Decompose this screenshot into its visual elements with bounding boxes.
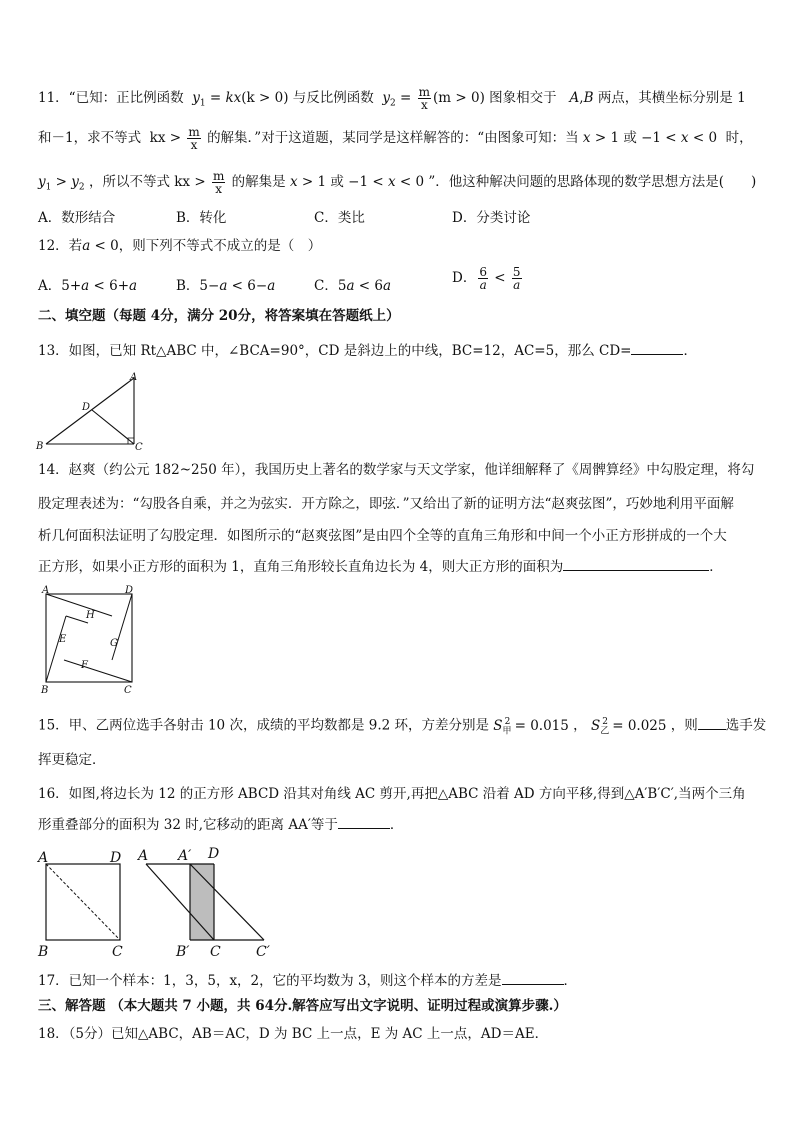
q14-line-1: 14．赵爽（约公元 182~250 年），我国历史上著名的数学家与天文学家，他详细解释了《周髀算经》中勾股定理，将勾 bbox=[38, 462, 755, 478]
label-a: A bbox=[138, 848, 149, 864]
q11-line-2 bbox=[38, 126, 763, 151]
label-f: F bbox=[81, 660, 88, 671]
label-a-prime: A′ bbox=[178, 848, 192, 864]
q11-line-3 bbox=[38, 170, 763, 198]
answer-blank[interactable] bbox=[338, 814, 390, 829]
q12-option-d[interactable] bbox=[452, 266, 524, 291]
label-a: A bbox=[42, 585, 50, 596]
label-a: A bbox=[130, 372, 138, 383]
zhao-shuang-chord-diagram bbox=[34, 584, 144, 696]
q16-text: 形重叠部分的面积为 32 时,它移动的距离 AA′等于 bbox=[38, 817, 338, 833]
label-c: C bbox=[210, 944, 221, 960]
formula: $y_1 = kx(k > 0)$ bbox=[192, 90, 289, 109]
formula: a < 0 bbox=[82, 238, 119, 254]
q11-option-c[interactable]: C．类比 bbox=[314, 210, 365, 226]
q11-text: 的解集是 bbox=[231, 174, 286, 190]
q14-line-4 bbox=[38, 556, 763, 577]
formula: 5−a < 6−a bbox=[199, 278, 276, 294]
formula: kx > $\frac{m}{x}$ bbox=[174, 169, 225, 196]
q15-text: 15．甲、乙两位选手各射击 10 次，成绩的平均数都是 9.2 环，方差分别是 bbox=[38, 717, 489, 734]
formula: $\frac{6}{a}$ < $\frac{5}{a}$ bbox=[479, 265, 521, 292]
label-c: C bbox=[124, 685, 132, 696]
q11-option-d[interactable]: D．分类讨论 bbox=[452, 210, 531, 226]
q11-text: 时， bbox=[725, 130, 753, 146]
q12-stem bbox=[38, 236, 763, 256]
answer-blank[interactable] bbox=[698, 715, 726, 730]
option-letter: D． bbox=[452, 270, 477, 286]
label-e: E bbox=[59, 634, 67, 645]
q13-triangle-figure bbox=[34, 370, 144, 450]
label-d: D bbox=[110, 850, 122, 866]
q15-line-1 bbox=[38, 712, 767, 741]
label-d: D bbox=[82, 402, 91, 413]
q16-translation-figure bbox=[134, 842, 284, 960]
q17-text bbox=[38, 970, 763, 991]
section-2-heading: 二、填空题（每题 4分，满分 20分，将答案填在答题纸上） bbox=[38, 308, 400, 324]
formula: $y_2$ = $\frac{m}{x}$ (m > 0) bbox=[382, 85, 485, 112]
section-3-heading: 三、解答题 （本大题共 7 小题，共 64分.解答应写出文字说明、证明过程或演算步骤.） bbox=[38, 998, 567, 1014]
q13-stem: 13．如图，已知 Rt△ABC 中，∠BCA=90°，CD 是斜边上的中线，BC=12，AC=5，那么 CD= bbox=[38, 343, 632, 359]
q16-line-2 bbox=[38, 814, 763, 835]
label-b: B bbox=[36, 441, 44, 450]
q11-text: ，所以不等式 bbox=[88, 174, 170, 190]
q15-line-2: 挥更稳定． bbox=[38, 752, 106, 768]
q12-option-a[interactable] bbox=[38, 274, 137, 294]
q11-text: 两点，其横坐标分别是 1 bbox=[597, 90, 746, 106]
label-h: H bbox=[86, 610, 95, 621]
q17-stem: 17．已知一个样本：1，3，5，x，2，它的平均数为 3，则这个样本的方差是 bbox=[38, 973, 502, 989]
q15-text: 选手发 bbox=[725, 717, 767, 734]
label-a: A bbox=[38, 850, 49, 866]
q11-text: 的解集．”对于这道题，某同学是这样解答的：“由图象可知：当 bbox=[207, 130, 579, 146]
label-c: C bbox=[112, 944, 123, 960]
formula: kx > $\frac{m}{x}$ bbox=[145, 125, 200, 152]
label-b: B bbox=[41, 685, 49, 696]
q11-text: ”．他这种解决问题的思路体现的数学思想方法是( ) bbox=[428, 174, 757, 190]
q18-text: 18．（5分）已知△ABC，AB＝AC，D 为 BC 上一点，E 为 AC 上一点，AD＝AE． bbox=[38, 1026, 549, 1042]
q14-text: 正方形，如果小正方形的面积为 1，直角三角形较长直角边长为 4，则大正方形的面积为 bbox=[38, 559, 564, 575]
formula: x > 1 或 −1 < x < 0 bbox=[289, 174, 425, 190]
q16-line-1: 16．如图,将边长为 12 的正方形 ABCD 沿其对角线 AC 剪开,再把△ABC 沿着 AD 方向平移,得到△A′B′C′,当两个三角 bbox=[38, 786, 746, 802]
formula: $S_乙^2 = 0.025$ bbox=[590, 717, 667, 737]
label-d: D bbox=[208, 846, 220, 862]
label-c: C bbox=[135, 442, 143, 450]
option-letter: C． bbox=[314, 278, 338, 294]
q17-end: ． bbox=[563, 973, 578, 989]
label-c-prime: C′ bbox=[256, 944, 270, 960]
q16-square-figure bbox=[34, 842, 134, 960]
q11-option-b[interactable]: B．转化 bbox=[176, 210, 227, 226]
formula: 5a < 6a bbox=[337, 278, 392, 294]
label-b-prime: B′ bbox=[176, 944, 190, 960]
q15-text: ，则 bbox=[670, 717, 698, 734]
option-letter: A． bbox=[38, 278, 62, 294]
q14-line-2: 股定理表述为：“勾股各自乘，并之为弦实．开方除之，即弦．”又给出了新的证明方法“赵爽弦图”，巧妙地利用平面解 bbox=[38, 496, 734, 512]
q14-end: ． bbox=[709, 559, 723, 575]
formula: $S_甲^2 = 0.015$ bbox=[493, 717, 569, 737]
formula: $y_1 > y_2$ bbox=[38, 174, 85, 193]
q12-text: 12．若 bbox=[38, 238, 83, 254]
q12-text: ，则下列不等式不成立的是（ ） bbox=[118, 238, 322, 254]
q14-line-3: 析几何面积法证明了勾股定理．如图所示的“赵爽弦图”是由四个全等的直角三角形和中间一个小正方形拼成的一个大 bbox=[38, 528, 727, 544]
q11-text: 与反比例函数 bbox=[292, 90, 374, 106]
formula: A,B bbox=[569, 90, 594, 106]
q11-text: 和－1，求不等式 bbox=[38, 130, 142, 146]
q12-option-b[interactable] bbox=[176, 274, 275, 294]
label-g: G bbox=[110, 638, 118, 649]
label-d: D bbox=[125, 585, 134, 596]
answer-blank[interactable] bbox=[563, 556, 709, 571]
answer-blank[interactable] bbox=[631, 340, 683, 355]
q13-end: ． bbox=[683, 343, 697, 359]
q16-end: ． bbox=[389, 817, 404, 833]
formula: 5+a < 6+a bbox=[61, 278, 138, 294]
q13-text bbox=[38, 340, 763, 361]
label-b: B bbox=[38, 944, 49, 960]
answer-blank[interactable] bbox=[502, 970, 564, 985]
q12-option-c[interactable] bbox=[314, 274, 391, 294]
q15-text: ， bbox=[573, 717, 587, 734]
formula: x > 1 或 −1 < x < 0 bbox=[582, 130, 722, 146]
option-letter: B． bbox=[176, 278, 200, 294]
q11-text: 图象相交于 bbox=[489, 90, 557, 106]
q11-line-1 bbox=[38, 86, 763, 114]
q11-option-a[interactable]: A．数形结合 bbox=[38, 210, 116, 226]
q11-text: 11．“已知：正比例函数 bbox=[38, 90, 184, 106]
